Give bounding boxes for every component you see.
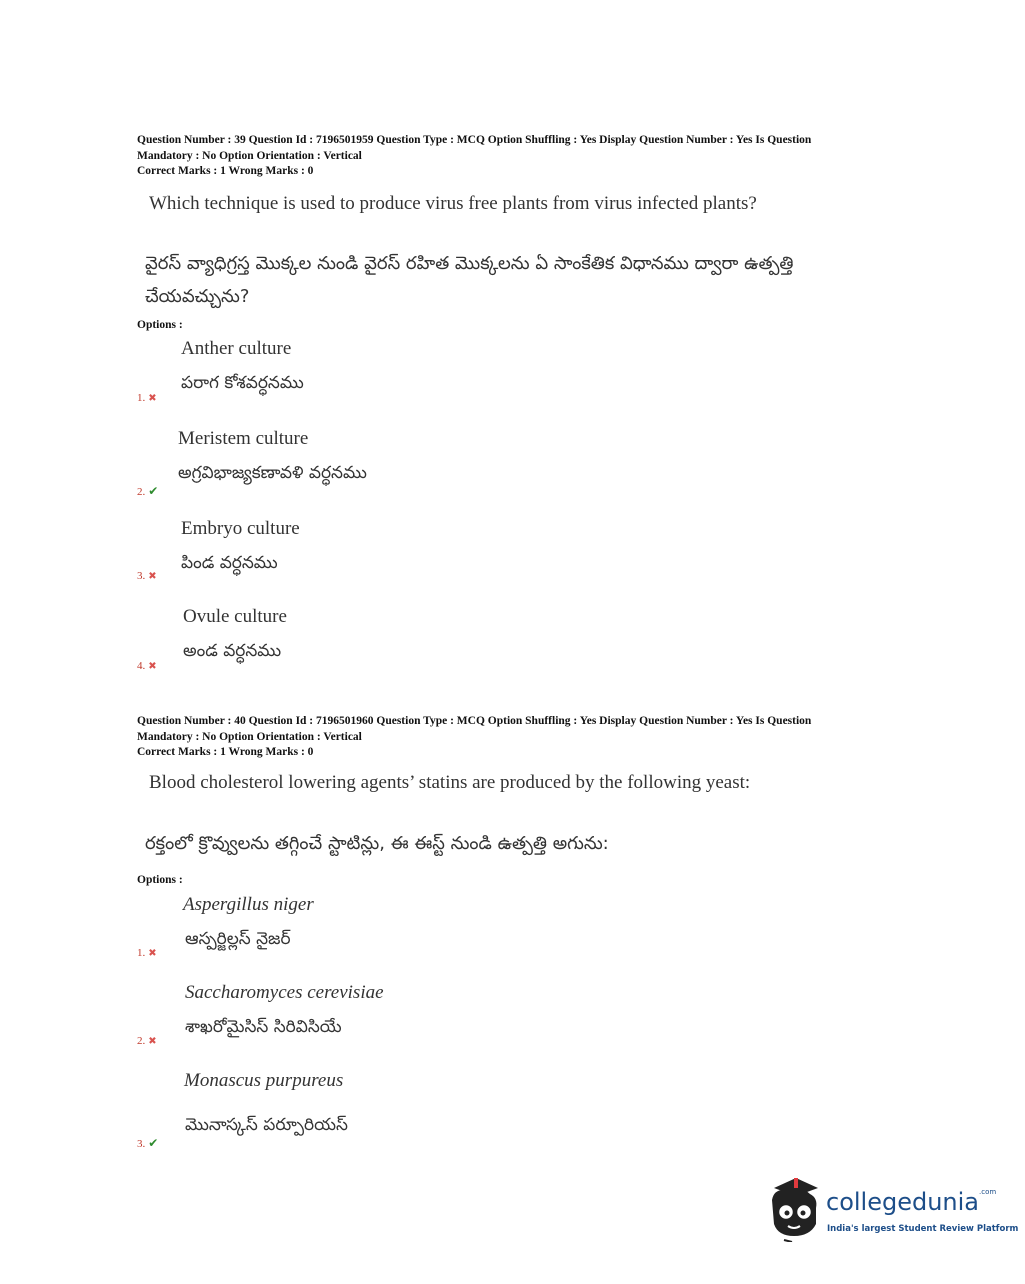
q39-meta-line1: Question Number : 39 Question Id : 7196501959 Question Type : MCQ Option Shuffling : Yes Display Question Number : Yes Is Question [137, 134, 812, 146]
option-telugu: మొనాస్కస్ పర్పూరియస్ [185, 1115, 348, 1135]
option-telugu: ఆస్పర్జిల్లస్ నైజర్ [185, 929, 291, 949]
q40-meta-line1: Question Number : 40 Question Id : 7196501960 Question Type : MCQ Option Shuffling : Yes Display Question Number : Yes Is Question [137, 715, 812, 727]
q40-meta-line2: Mandatory : No Option Orientation : Vertical [137, 730, 362, 743]
option-number: 3. ✔ [137, 1136, 159, 1150]
option-english: Embryo culture [181, 518, 300, 539]
q40-meta-line3: Correct Marks : 1 Wrong Marks : 0 [137, 746, 314, 758]
check-mark-icon: ✔ [148, 1136, 159, 1150]
check-mark-icon: ✔ [148, 484, 159, 498]
option-telugu: శాఖరోమైసిస్ సిరివిసియే [185, 1017, 342, 1037]
logo-brand-name: collegedunia$^{.com}$ [826, 1188, 997, 1216]
q40-metadata [137, 714, 897, 761]
student-mascot-icon [766, 1176, 824, 1242]
option-telugu: పరాగ కోశవర్ధనము [181, 373, 304, 393]
option-number: 1. ✖ [137, 947, 157, 959]
q39-options-label: Options : [137, 319, 183, 331]
logo-domain: .com [979, 1188, 997, 1196]
option-telugu: అండ వర్ధనము [183, 641, 282, 661]
option-english: Ovule culture [183, 606, 287, 627]
wrong-mark-icon: ✖ [148, 661, 157, 672]
option-telugu: పిండ వర్ధనము [181, 553, 278, 573]
wrong-mark-icon: ✖ [148, 1036, 157, 1047]
q40-question-english: Blood cholesterol lowering agents’ statins are produced by the following yeast: [149, 772, 751, 793]
q39-question-telugu-line2: చేయవచ్చును? [145, 286, 250, 307]
q39-question-english: Which technique is used to produce virus free plants from virus infected plants? [149, 193, 757, 214]
option-number: 2. ✖ [137, 1035, 157, 1047]
option-number: 4. ✖ [137, 660, 157, 672]
option-number: 2. ✔ [137, 484, 159, 498]
option-english: Anther culture [181, 338, 292, 359]
wrong-mark-icon: ✖ [148, 393, 157, 404]
option-number: 3. ✖ [137, 570, 157, 582]
logo-tagline: India's largest Student Review Platform [827, 1224, 1019, 1234]
q39-meta-line2: Mandatory : No Option Orientation : Vertical [137, 149, 362, 162]
q40-options-label: Options : [137, 874, 183, 886]
option-english: Monascus purpureus [184, 1070, 344, 1091]
q40-question-telugu: రక్తంలో క్రొవ్వులను తగ్గించే స్టాటిన్లు, ఈ ఈస్ట్ నుండి ఉత్పత్తి అగును: [145, 833, 609, 854]
q39-question-telugu-line1: వైరస్ వ్యాధిగ్రస్త మొక్కల నుండి వైరస్ రహిత మొక్కలను ఏ సాంకేతిక విధానము ద్వారా ఉత్పత్తి [145, 253, 794, 274]
collegedunia-logo[interactable] [766, 1176, 1019, 1246]
wrong-mark-icon: ✖ [148, 948, 157, 959]
wrong-mark-icon: ✖ [148, 571, 157, 582]
option-english: Meristem culture [178, 428, 309, 449]
option-number: 1. ✖ [137, 392, 157, 404]
option-english: Saccharomyces cerevisiae [185, 982, 384, 1003]
option-english: Aspergillus niger [183, 894, 314, 915]
q39-meta-line3: Correct Marks : 1 Wrong Marks : 0 [137, 165, 314, 177]
option-telugu: అగ్రవిభాజ్యకణావళి వర్ధనము [178, 463, 367, 483]
q39-metadata [137, 133, 897, 180]
